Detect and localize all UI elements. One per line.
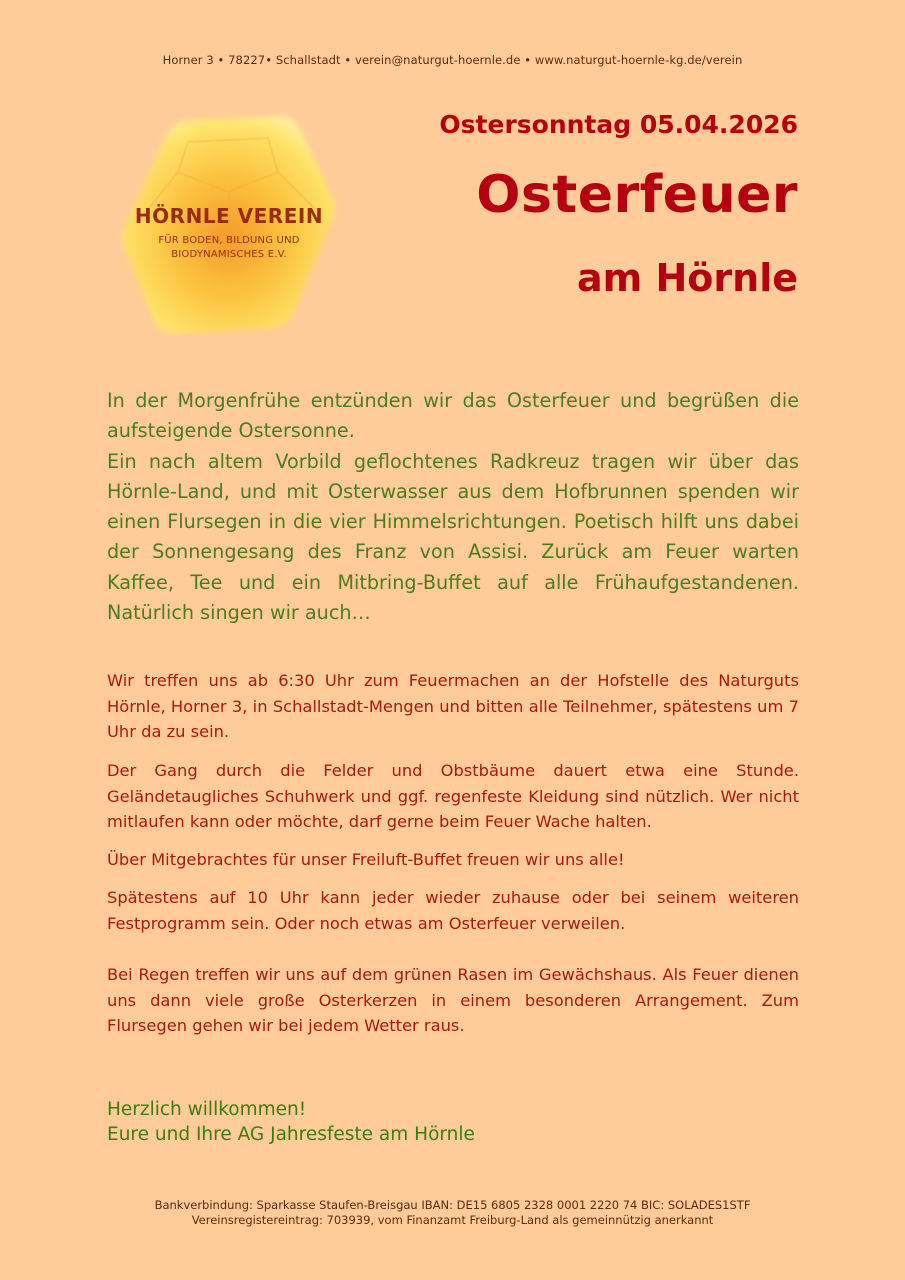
greeting-signature: Eure und Ihre AG Jahresfeste am Hörnle	[107, 1124, 475, 1145]
end-paragraph: Spätestens auf 10 Uhr kann jeder wieder zuhause oder bei seinem weiteren Festprogramm sein. Oder noch etwas am Osterfeuer verweilen.	[107, 888, 799, 933]
event-subtitle: am Hörnle	[577, 256, 798, 300]
header-address-line: Horner 3 • 78227• Schallstadt • verein@naturgut-hoernle.de • www.naturgut-hoernle-kg.de/verein	[162, 53, 743, 67]
event-title: Osterfeuer	[476, 165, 798, 225]
details-buffet	[107, 847, 799, 873]
footer-bank-details: Bankverbindung: Sparkasse Staufen-Breisgau IBAN: DE15 6805 2328 0001 2220 74 BIC: SOLADES1STF	[154, 1198, 751, 1212]
intro-paragraph-2: Ein nach altem Vorbild geflochtenes Radkreuz tragen wir über das Hörnle-Land, und mit Osterwasser aus dem Hofbrunnen spenden wir einen Flursegen in die vier Himmelsrichtungen. Poetisch hilft uns dabei der Sonnengesang des Franz von Assisi. Zurück am Feuer warten Kaffee, Tee und ein Mitbring-Buffet auf alle Frühaufgestandenen. Natürlich singen wir auch…	[107, 449, 799, 625]
logo-title: HÖRNLE VEREIN	[134, 204, 324, 228]
logo-subtitle-line1: FÜR BODEN, BILDUNG UND	[158, 235, 300, 246]
hoernle-verein-logo	[118, 112, 340, 336]
buffet-paragraph: Über Mitgebrachtes für unser Freiluft-Buffet freuen wir uns alle!	[107, 850, 625, 869]
walk-paragraph: Der Gang durch die Felder und Obstbäume dauert etwa eine Stunde. Geländetaugliches Schuhwerk und ggf. regenfeste Kleidung sind nützlich. Wer nicht mitlaufen kann oder möchte, darf gerne beim Feuer Wache halten.	[107, 761, 799, 831]
meeting-paragraph: Wir treffen uns ab 6:30 Uhr zum Feuermachen an der Hofstelle des Naturguts Hörnle, Horner 3, in Schallstadt-Mengen und bitten alle Teilnehmer, spätestens um 7 Uhr da zu sein.	[107, 671, 799, 741]
details-walk	[107, 758, 799, 835]
details-end	[107, 885, 799, 936]
intro-section	[107, 386, 799, 628]
logo-subtitle-line2: BIODYNAMISCHES E.V.	[171, 249, 287, 260]
greeting-welcome: Herzlich willkommen!	[107, 1099, 307, 1120]
event-date: Ostersonntag 05.04.2026	[439, 110, 798, 139]
footer-registry: Vereinsregistereintrag: 703939, vom Finanzamt Freiburg-Land als gemeinnützig anerkannt	[191, 1213, 714, 1227]
details-rain	[107, 962, 799, 1039]
rain-paragraph: Bei Regen treffen wir uns auf dem grünen Rasen im Gewächshaus. Als Feuer dienen uns dann viele große Osterkerzen in einem besonderen Arrangement. Zum Flursegen gehen wir bei jedem Wetter raus.	[107, 965, 799, 1035]
logo-subtitle	[118, 234, 340, 262]
intro-paragraph-1: In der Morgenfrühe entzünden wir das Osterfeuer und begrüßen die aufsteigende Ostersonne.	[107, 389, 799, 443]
footer	[0, 1198, 905, 1228]
greeting	[107, 1097, 475, 1147]
details-meeting	[107, 668, 799, 745]
